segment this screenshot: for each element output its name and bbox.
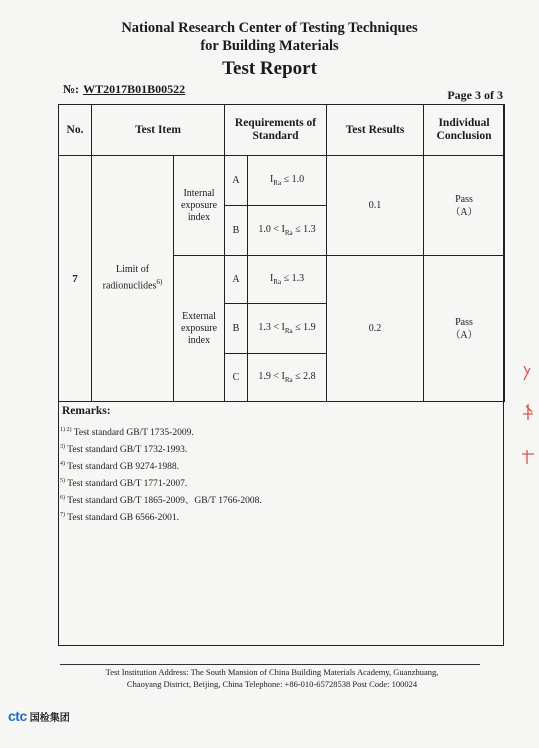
grade-cell: A bbox=[225, 156, 248, 206]
col-header-results: Test Results bbox=[327, 105, 424, 156]
report-number bbox=[63, 82, 185, 97]
remarks-title: Remarks: bbox=[62, 405, 111, 417]
footer-divider bbox=[60, 664, 480, 665]
report-title: Test Report bbox=[222, 58, 317, 79]
external-result: 0.2 bbox=[327, 256, 424, 402]
footer-address-line2: Chaoyang District, Beijing, China Telephone: +86-010-65728538 Post Code: 100024 bbox=[126, 679, 418, 689]
grade-cell: B bbox=[225, 304, 248, 354]
header-line-1: National Research Center of Testing Techniques bbox=[121, 20, 418, 36]
list-item: $^{4)}$ Test standard GB 9274-1988. bbox=[60, 461, 179, 473]
col-header-conclusion: Individual Conclusion bbox=[424, 105, 505, 156]
footer-address-line1: Test Institution Address: The South Mansion of China Building Materials Academy, Guanzhuang, bbox=[105, 667, 439, 677]
table-row bbox=[59, 156, 505, 206]
table-header-row bbox=[59, 105, 505, 156]
external-exposure-label: External exposure index bbox=[174, 256, 225, 402]
col-header-no: No. bbox=[59, 105, 92, 156]
test-item-label bbox=[92, 156, 174, 402]
internal-result: 0.1 bbox=[327, 156, 424, 256]
col-header-item: Test Item bbox=[92, 105, 225, 156]
requirement-cell: $1.3 < I_{Ra} \le 1.9$ bbox=[248, 304, 327, 354]
requirement-cell: $I_{Ra} \le 1.0$ bbox=[248, 156, 327, 206]
list-item: $^{5)}$ Test standard GB/T 1771-2007. bbox=[60, 478, 188, 490]
grade-cell: C bbox=[225, 354, 248, 402]
list-item: $^{6)}$ Test standard GB/T 1865-2009、GB/T 1766-2008. bbox=[60, 495, 262, 507]
header-line-2: for Building Materials bbox=[200, 38, 339, 54]
col-header-requirements: Requirements of Standard bbox=[225, 105, 327, 156]
list-item: $^{1) 2)}$ Test standard GB/T 1735-2009. bbox=[60, 427, 194, 439]
grade-cell: B bbox=[225, 206, 248, 256]
requirement-cell: $1.9 < I_{Ra} \le 2.8$ bbox=[248, 354, 327, 402]
internal-exposure-label: Internal exposure index bbox=[174, 156, 225, 256]
seal-fragment-icon bbox=[518, 360, 538, 470]
ctc-logo-mark: ctc bbox=[8, 708, 27, 724]
page-indicator: Page 3 of 3 bbox=[447, 88, 503, 102]
results-table bbox=[58, 104, 505, 402]
report-number-value: WT2017B01B00522 bbox=[83, 82, 186, 96]
requirement-cell: $1.0 < I_{Ra} \le 1.3$ bbox=[248, 206, 327, 256]
company-logo bbox=[8, 708, 70, 724]
row-number: 7 bbox=[59, 156, 92, 402]
internal-conclusion: Pass （A） bbox=[424, 156, 505, 256]
external-conclusion: Pass （A） bbox=[424, 256, 505, 402]
list-item: $^{3)}$ Test standard GB/T 1732-1993. bbox=[60, 444, 188, 456]
test-item-footnote: 6) bbox=[156, 278, 163, 287]
test-item-text: Limit of radionuclides bbox=[102, 264, 157, 292]
list-item: $^{7)}$ Test standard GB 6566-2001. bbox=[60, 512, 179, 524]
report-number-label: №: bbox=[63, 82, 80, 96]
remarks-list bbox=[60, 424, 262, 526]
ctc-logo-text: 国检集团 bbox=[29, 712, 70, 724]
grade-cell: A bbox=[225, 256, 248, 304]
requirement-cell: $I_{Ra} \le 1.3$ bbox=[248, 256, 327, 304]
